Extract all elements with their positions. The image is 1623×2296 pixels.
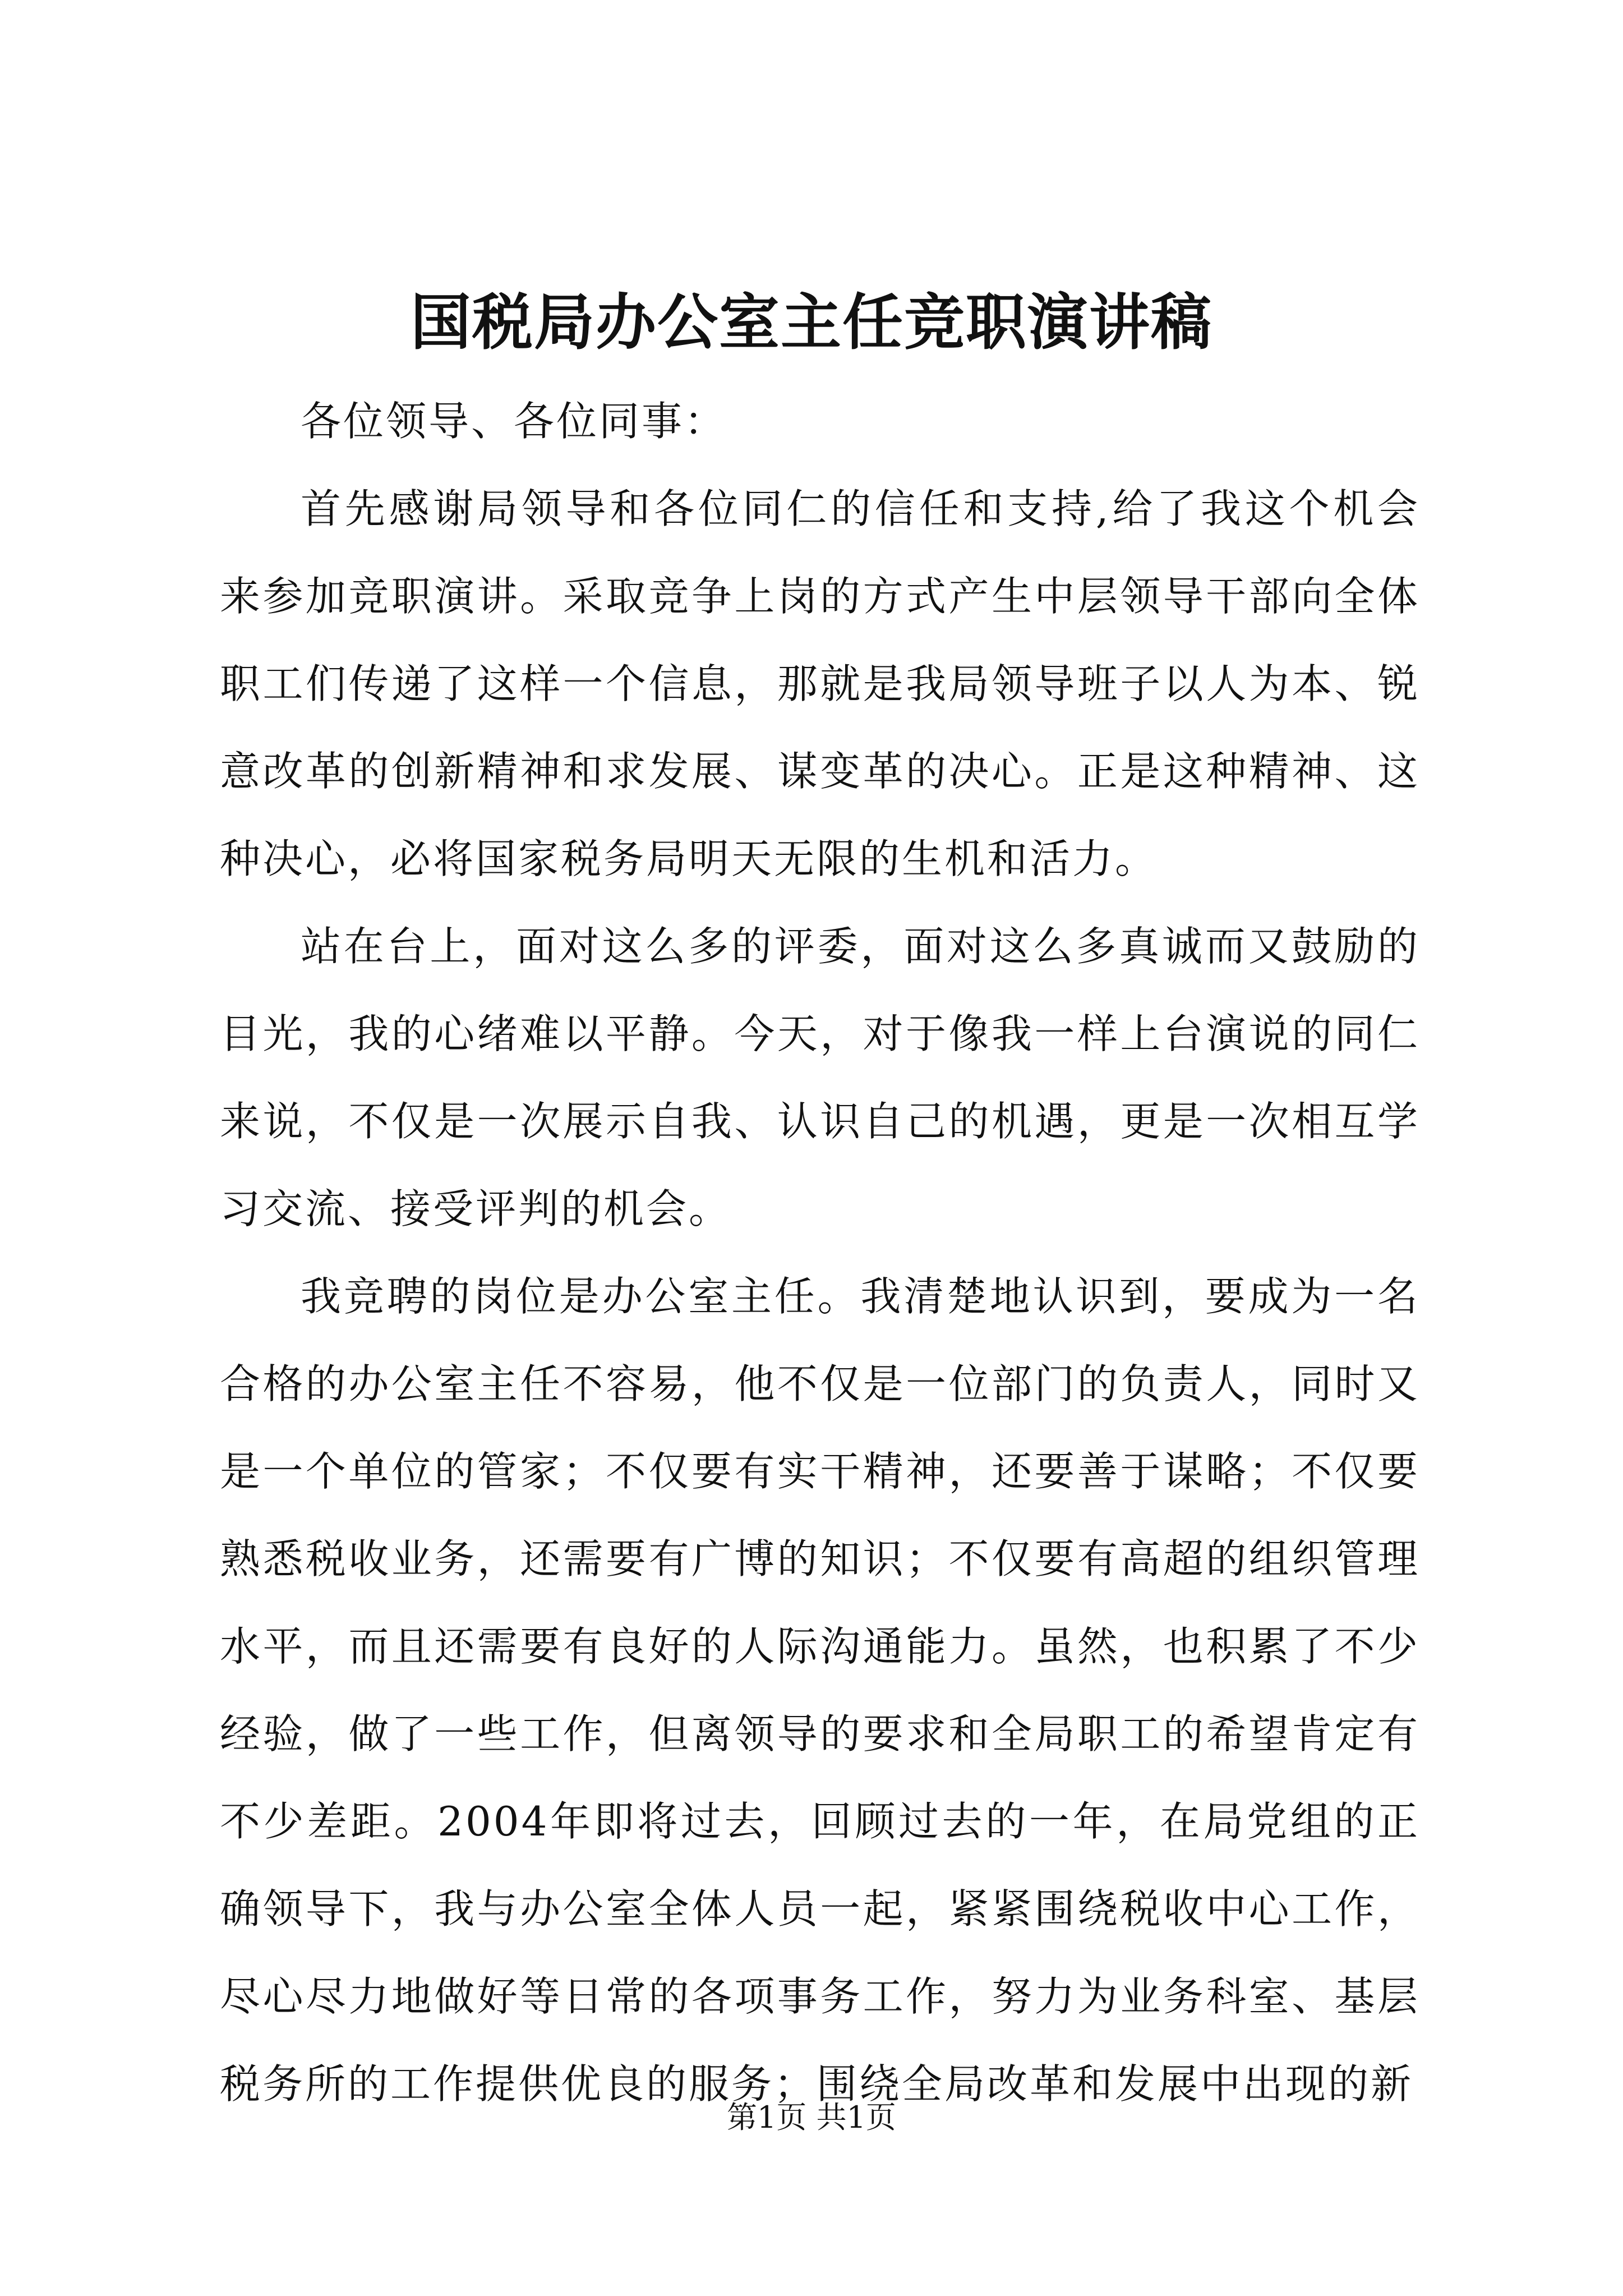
document-body (220, 378, 1420, 2128)
document-title: 国税局办公室主任竞职演讲稿 (410, 287, 1212, 358)
salutation-paragraph: 各位领导、各位同事： (301, 398, 727, 445)
page-number-footer: 第1页 共1页 (727, 2100, 896, 2135)
body-paragraph: 站在台上，面对这么多的评委，面对这么多真诚而又鼓励的目光，我的心绪难以平静。今天，对于像我一样上台演说的同仁来说，不仅是一次展示自我、认识自己的机遇，更是一次相互学习交流、接受评判的机会。 (220, 923, 1420, 1232)
body-paragraph: 首先感谢局领导和各位同仁的信任和支持,给了我这个机会来参加竞职演讲。采取竞争上岗的方式产生中层领导干部向全体职工们传递了这样一个信息，那就是我局领导班子以人为本、锐意改革的创新精神和求发展、谋变革的决心。正是这种精神、这种决心，必将国家税务局明天无限的生机和活力。 (220, 485, 1420, 882)
body-paragraph: 我竞聘的岗位是办公室主任。我清楚地认识到，要成为一名合格的办公室主任不容易，他不仅是一位部门的负责人，同时又是一个单位的管家；不仅要有实干精神，还要善于谋略；不仅要熟悉税收业务，还需要有广博的知识；不仅要有高超的组织管理水平，而且还需要有良好的人际沟通能力。虽然，也积累了不少经验，做了一些工作，但离领导的要求和全局职工的希望肯定有不少差距。2004年即将过去，回顾过去的一年，在局党组的正确领导下，我与办公室全体人员一起，紧紧围绕税收中心工作，尽心尽力地做好等日常的各项事务工作，努力为业务科室、基层税务所的工作提供优良的服务；围绕全局改革和发展中出现的新 (220, 1273, 1420, 2108)
